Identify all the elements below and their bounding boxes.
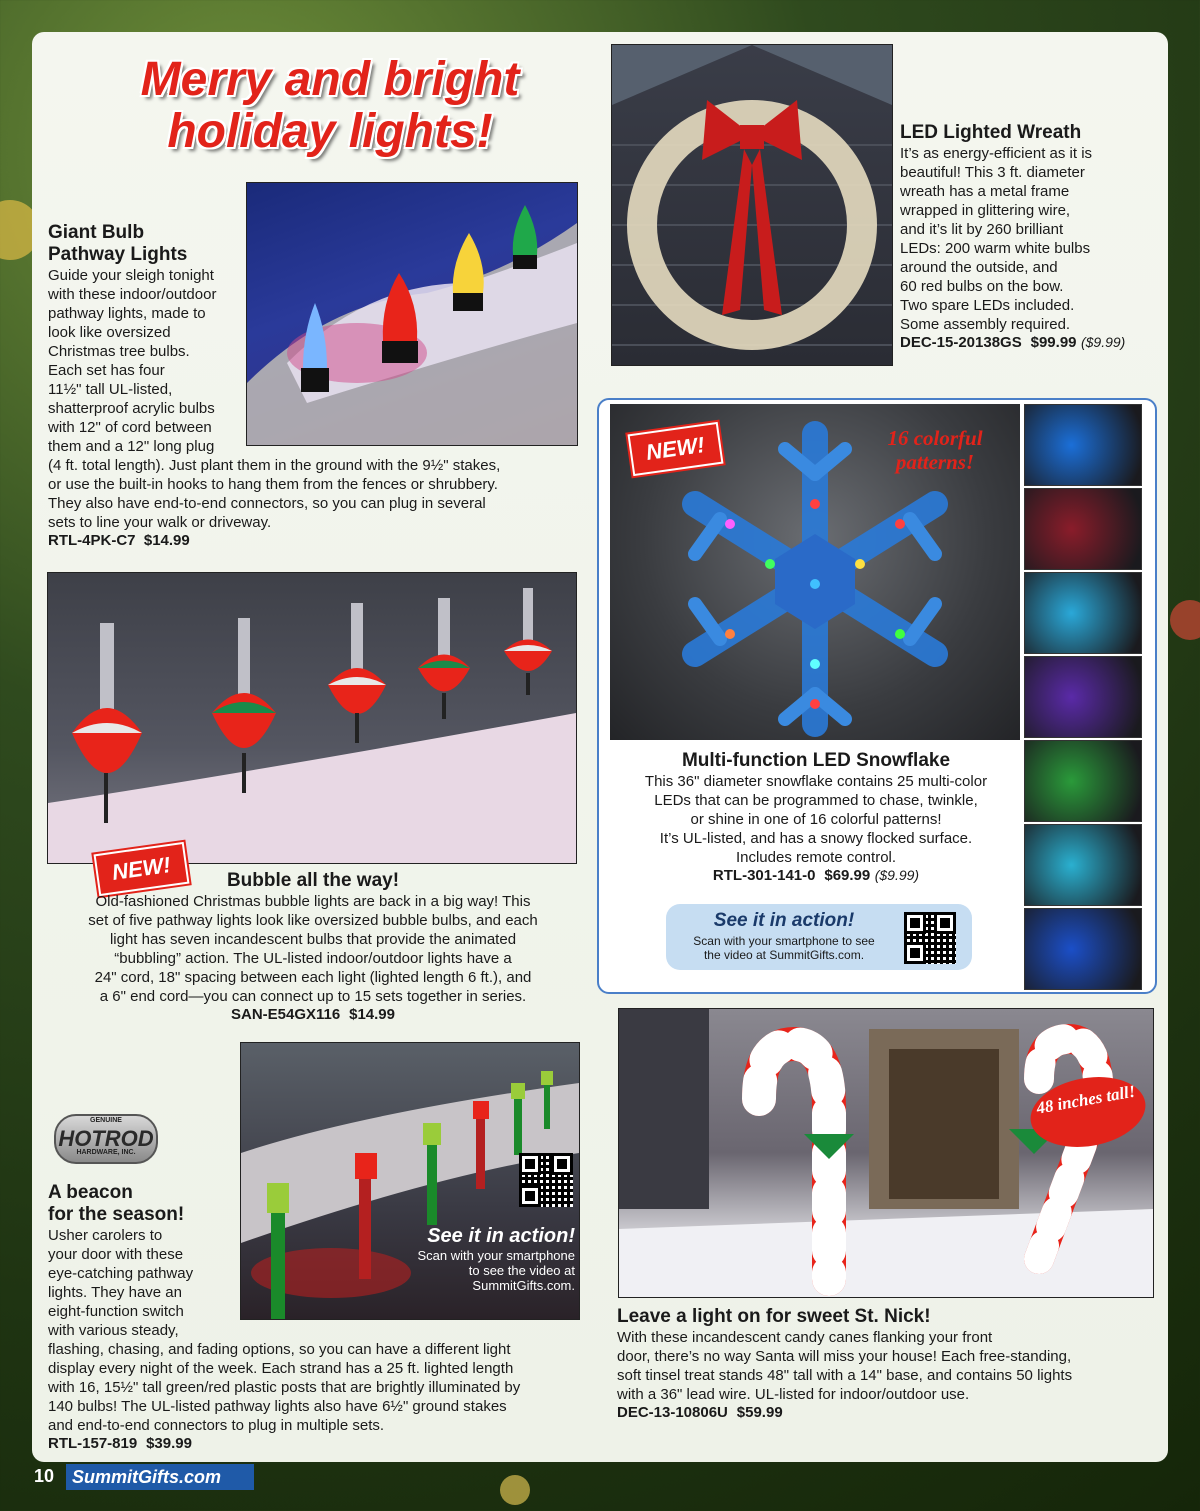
logo-sub-text: HARDWARE, INC. bbox=[76, 1149, 136, 1156]
desc-line: Christmas tree bulbs. bbox=[48, 343, 190, 360]
desc-line: This 36" diameter snowflake contains 25 multi-color bbox=[644, 773, 988, 790]
desc-line: wreath has a metal frame bbox=[900, 183, 1070, 200]
sku: DEC-13-10806U bbox=[617, 1404, 728, 1421]
desc-line: LEDs: 200 warm white bulbs bbox=[900, 240, 1091, 257]
see-it-in-action-title: See it in action! bbox=[713, 910, 855, 931]
desc-line: shatterproof acrylic bulbs bbox=[48, 400, 215, 417]
beacon-title-1: A beacon bbox=[48, 1182, 133, 1203]
wreath-illustration bbox=[612, 45, 892, 365]
desc-line: 11½" tall UL-listed, bbox=[48, 381, 173, 398]
candy-canes-sku-price bbox=[617, 1404, 1157, 1422]
hotrod-logo bbox=[54, 1114, 158, 1164]
sku: RTL-4PK-C7 bbox=[48, 532, 136, 549]
desc-line: around the outside, and bbox=[900, 259, 1058, 276]
price: $99.99 bbox=[1030, 334, 1077, 351]
action-line: the video at SummitGifts.com. bbox=[703, 948, 865, 962]
desc-line: Old-fashioned Christmas bubble lights are back in a big way! This bbox=[95, 893, 531, 910]
bubble-description bbox=[50, 892, 576, 1006]
action-line: to see the video at bbox=[468, 1263, 575, 1278]
beacon-title-2: for the season! bbox=[48, 1204, 185, 1225]
desc-line: look like oversized bbox=[48, 324, 171, 341]
desc-line: 60 red bulbs on the bow. bbox=[900, 278, 1064, 295]
desc-line: Each set has four bbox=[48, 362, 165, 379]
sku: SAN-E54GX116 bbox=[230, 1006, 341, 1023]
beacon-section bbox=[48, 1182, 588, 1453]
desc-line: your door with these bbox=[48, 1246, 184, 1263]
desc-line: eye-catching pathway bbox=[48, 1265, 194, 1282]
sku: RTL-157-819 bbox=[48, 1435, 138, 1452]
see-it-in-action-text bbox=[672, 934, 896, 962]
snowflake-video-callout[interactable] bbox=[666, 904, 972, 970]
desc-line: Some assembly required. bbox=[900, 316, 1071, 333]
logo-small-text: GENUINE bbox=[90, 1117, 122, 1124]
wreath-sku-price bbox=[900, 334, 1160, 352]
qr-finder bbox=[904, 942, 926, 964]
desc-line: It’s UL-listed, and has a snowy flocked surface. bbox=[659, 830, 973, 847]
desc-line: Includes remote control. bbox=[735, 849, 897, 866]
desc-line: set of five pathway lights look like oversized bubble bulbs, and each bbox=[88, 912, 538, 929]
candy-canes-description bbox=[617, 1328, 1157, 1404]
desc-line: wrapped in glittering wire, bbox=[900, 202, 1071, 219]
pattern-swatch bbox=[1024, 740, 1142, 822]
desc-line: with various steady, bbox=[48, 1322, 179, 1339]
bubble-sku-price bbox=[50, 1006, 576, 1024]
wreath-bow bbox=[702, 100, 802, 315]
desc-line: eight-function switch bbox=[48, 1303, 184, 1320]
pattern-swatches bbox=[1024, 404, 1142, 990]
beacon-description bbox=[48, 1226, 588, 1435]
giant-bulb-sku-price bbox=[48, 532, 568, 549]
price: $59.99 bbox=[736, 1404, 783, 1421]
snowflake-new-badge: NEW! bbox=[628, 422, 724, 476]
pattern-swatch bbox=[1024, 656, 1142, 738]
bubble-light bbox=[504, 588, 552, 695]
price: $14.99 bbox=[143, 532, 190, 549]
bubble-section bbox=[50, 870, 576, 1024]
desc-line: with 12" of cord between bbox=[48, 419, 212, 436]
bubble-lights-photo bbox=[47, 572, 577, 864]
see-it-in-action-title: See it in action! bbox=[427, 1225, 575, 1247]
giant-bulb-description bbox=[48, 266, 568, 532]
price: $14.99 bbox=[349, 1006, 395, 1023]
original-price: ($9.99) bbox=[874, 867, 920, 883]
snowflake-sku-price bbox=[604, 867, 1028, 885]
wreath-description bbox=[900, 144, 1160, 334]
desc-line: Usher carolers to bbox=[48, 1227, 163, 1244]
pattern-swatch bbox=[1024, 908, 1142, 990]
desc-line: door, there’s no way Santa will miss your house! Each free-standing, bbox=[617, 1348, 1072, 1365]
snowflake-title: Multi-function LED Snowflake bbox=[681, 750, 951, 771]
wreath-title: LED Lighted Wreath bbox=[900, 122, 1082, 143]
giant-bulb-title-2: Pathway Lights bbox=[48, 244, 188, 265]
bubble-light bbox=[328, 603, 386, 743]
logo-text: HOTROD bbox=[58, 1126, 154, 1151]
page-headline: Merry and bright holiday lights! bbox=[140, 53, 520, 158]
qr-code-icon[interactable] bbox=[904, 912, 956, 964]
wreath-photo bbox=[611, 44, 893, 366]
desc-line: 24" cord, 18" spacing between each light (lighted length 6 ft.), and bbox=[94, 969, 532, 986]
desc-line: a 6" end cord—you can connect up to 15 sets together in series. bbox=[99, 988, 527, 1005]
desc-line: with these indoor/outdoor bbox=[48, 286, 217, 303]
desc-line: Two spare LEDs included. bbox=[900, 297, 1075, 314]
bubble-light bbox=[212, 618, 276, 793]
bubble-title: Bubble all the way! bbox=[226, 870, 400, 891]
qr-finder bbox=[904, 912, 926, 934]
desc-line: and it’s lit by 260 brilliant bbox=[900, 221, 1064, 238]
action-line: SummitGifts.com. bbox=[472, 1278, 575, 1293]
pattern-swatch bbox=[1024, 404, 1142, 486]
desc-line: They also have end-to-end connectors, so you can plug in several bbox=[48, 495, 486, 512]
page-number: 10 bbox=[34, 1466, 55, 1486]
desc-line: 140 bulbs! The UL-listed pathway lights also have 6½" ground stakes bbox=[48, 1398, 507, 1415]
site-url-link[interactable]: SummitGifts.com bbox=[66, 1464, 254, 1490]
desc-line: with 16, 15½" tall green/red plastic posts that are brightly illuminated by bbox=[48, 1379, 521, 1396]
bokeh-light bbox=[1170, 600, 1200, 640]
snowflake-section bbox=[604, 750, 1028, 885]
desc-line: “bubbling” action. The UL-listed indoor/outdoor lights have a bbox=[114, 950, 512, 967]
action-line: Scan with your smartphone bbox=[417, 1248, 575, 1263]
giant-bulb-title-1: Giant Bulb bbox=[48, 222, 145, 243]
desc-line: beautiful! This 3 ft. diameter bbox=[900, 164, 1085, 181]
candy-canes-title: Leave a light on for sweet St. Nick! bbox=[617, 1306, 931, 1327]
bubble-new-badge: NEW! bbox=[94, 842, 190, 896]
qr-finder bbox=[934, 912, 956, 934]
desc-line: With these incandescent candy canes flanking your front bbox=[617, 1329, 993, 1346]
desc-line: them and a 12" long plug bbox=[48, 438, 215, 455]
desc-line: It’s as energy-efficient as it is bbox=[900, 145, 1093, 162]
desc-line: or use the built-in hooks to hang them from the fences or shrubbery. bbox=[48, 476, 498, 493]
desc-line: sets to line your walk or driveway. bbox=[48, 514, 272, 531]
desc-line: pathway lights, made to bbox=[48, 305, 206, 322]
sku: RTL-301-141-0 bbox=[712, 867, 816, 884]
qr-finder bbox=[519, 1153, 541, 1175]
qr-finder bbox=[551, 1153, 573, 1175]
bubble-light bbox=[418, 598, 470, 719]
desc-line: lights. They have an bbox=[48, 1284, 182, 1301]
beacon-sku-price bbox=[48, 1435, 588, 1453]
candy-canes-photo bbox=[618, 1008, 1154, 1298]
pattern-swatch bbox=[1024, 572, 1142, 654]
sku: DEC-15-20138GS bbox=[900, 334, 1022, 351]
bokeh-light bbox=[500, 1475, 530, 1505]
pattern-swatch bbox=[1024, 824, 1142, 906]
desc-line: and end-to-end connectors to plug in multiple sets. bbox=[48, 1417, 385, 1434]
desc-line: LEDs that can be programmed to chase, twinkle, bbox=[654, 792, 978, 809]
desc-line: flashing, chasing, and fading options, so you can have a different light bbox=[48, 1341, 511, 1358]
price: $39.99 bbox=[146, 1435, 192, 1452]
wreath-section bbox=[900, 122, 1160, 352]
desc-line: with a 36" lead wire. UL-listed for indoor/outdoor use. bbox=[617, 1386, 970, 1403]
bubble-lights-illustration bbox=[48, 573, 576, 863]
desc-line: Guide your sleigh tonight bbox=[48, 267, 214, 284]
snowflake-description bbox=[604, 772, 1028, 867]
action-line: Scan with your smartphone to see bbox=[693, 934, 875, 948]
price: $69.99 bbox=[824, 867, 871, 884]
giant-bulb-section bbox=[48, 222, 568, 549]
candy-cane-height-callout: 48 inches tall! bbox=[1025, 1068, 1151, 1155]
desc-line: or shine in one of 16 colorful patterns! bbox=[690, 811, 942, 828]
desc-line: (4 ft. total length). Just plant them in the ground with the 9½" stakes, bbox=[48, 457, 501, 474]
candy-canes-illustration bbox=[619, 1009, 1153, 1297]
desc-line: light has seven incandescent bulbs that provide the animated bbox=[109, 931, 517, 948]
candy-canes-section bbox=[617, 1306, 1157, 1422]
pattern-swatch bbox=[1024, 488, 1142, 570]
desc-line: soft tinsel treat stands 48" tall with a 14" base, and contains 50 lights bbox=[617, 1367, 1073, 1384]
original-price: ($9.99) bbox=[1080, 334, 1126, 350]
snowflake-callout: 16 colorful patterns! bbox=[887, 426, 983, 474]
desc-line: display every night of the week. Each strand has a 25 ft. lighted length bbox=[48, 1360, 514, 1377]
candy-cane-left-bow bbox=[804, 1134, 854, 1159]
